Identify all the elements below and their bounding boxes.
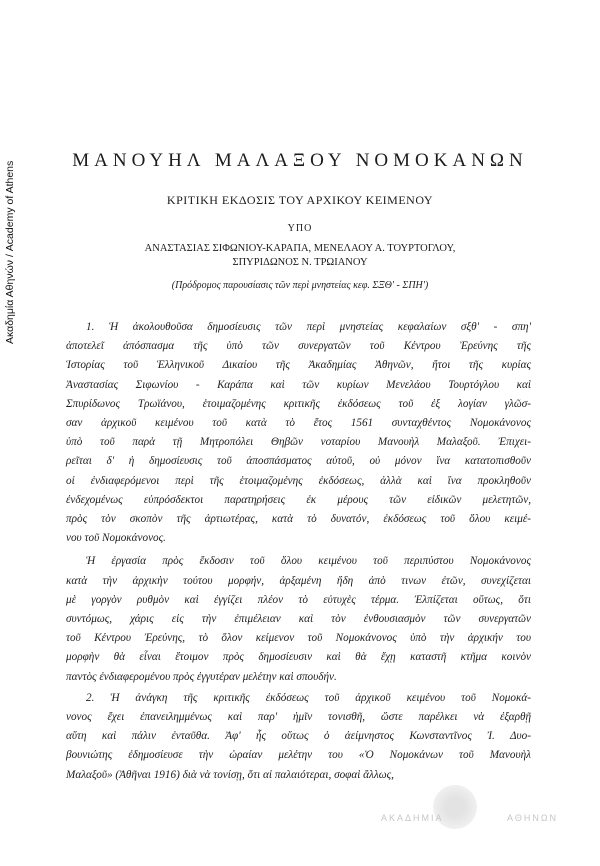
text-line: σαν ἀρχικοῦ κειμένου τοῦ κατὰ τὸ ἔτος 1561 συνταχθέντος Νομοκάνονος bbox=[66, 417, 531, 430]
academy-watermark bbox=[381, 785, 563, 835]
text-line: Ἡ ἐργασία πρὸς ἔκδοσιν τοῦ ὅλου κειμένου τοῦ περιπύστου Νομοκάνονος bbox=[86, 555, 531, 568]
text-line: αὕτη καὶ πάλιν ἐνταῦθα. Ἀφ' ἧς οὕτως ὁ ἀείμνηστος Κωνσταντῖνος Ἰ. Δυο- bbox=[66, 730, 531, 743]
text-line: 1. Ἡ ἀκολουθοῦσα δημοσίευσις τῶν περὶ μνηστείας κεφαλαίων σξθ' - σπη' bbox=[86, 321, 531, 333]
paragraph bbox=[66, 552, 531, 686]
paragraph bbox=[66, 318, 531, 548]
authors-block bbox=[0, 242, 600, 270]
paragraph bbox=[66, 689, 531, 785]
text-line: βουνιώτης ἐδημοσίευσε τὴν ὡραίαν μελέτην του «Ὁ Νομοκάνων τοῦ Μανουὴλ bbox=[66, 749, 531, 762]
watermark-text-1: ΑΚΑΔΗΜΙΑ bbox=[381, 813, 444, 823]
authors-line-1: ΑΝΑΣΤΑΣΙΑΣ ΣΙΦΩΝΙΟΥ-ΚΑΡΑΠΑ, ΜΕΝΕΛΑΟΥ Α. ΤΟΥΡΤΟΓΛΟΥ, bbox=[144, 243, 456, 254]
by-label: ΥΠΟ bbox=[287, 223, 313, 234]
text-line: πρὸς τὸν σκοπὸν τῆς ἀρτιωτέρας, κατὰ τὸ δυνατόν, ἐκδόσεως τοῦ ὅλου κειμέ- bbox=[66, 513, 531, 526]
text-line: Ἀναστασίας Σιφωνίου - Καράπα καὶ τῶν κυρίων Μενελάου Τουρτόγλου καὶ bbox=[66, 378, 531, 391]
text-line: Μαλαξοῦ» (Ἀθῆναι 1916) διὰ νὰ τονίσῃ, ὅτι αἱ παλαιότεραι, σοφαὶ ἄλλως, bbox=[66, 768, 394, 781]
text-line: ὑπὸ τοῦ παρὰ τῇ Μητροπόλει Θηβῶν νοταρίου Μανουὴλ Μαλαξοῦ. Ἐπιχει- bbox=[66, 436, 531, 449]
text-line: παντὸς ἐνδιαφερομένου πρὸς ἐγγυτέραν μελέτην καὶ σπουδήν. bbox=[66, 670, 337, 683]
text-line: τοῦ Κέντρου Ἐρεύνης, τὸ ὅλον κείμενον τοῦ Νομοκάνονος ὑπὸ τὴν ἀρχικήν του bbox=[66, 632, 531, 645]
text-line: νου τοῦ Νομοκάνονος. bbox=[66, 532, 166, 545]
text-line: κατὰ τὴν ἀρχικὴν τούτου μορφήν, ἀρξαμένη ἤδη ἀπὸ τινων ἐτῶν, συνεχίζεται bbox=[66, 574, 531, 587]
text-line: ρεῖται δ' ἡ δημοσίευσις τοῦ ἀποσπάσματος αὐτοῦ, οὐ μόνον ἵνα κατατοπισθοῦν bbox=[66, 455, 531, 468]
text-line: Ἱστορίας τοῦ Ἑλληνικοῦ Δικαίου τῆς Ἀκαδημίας Ἀθηνῶν, ἤτοι τῆς κυρίας bbox=[66, 359, 531, 372]
text-line: νονος ἔχει ἐπανειλημμένως καὶ παρ' ἡμῖν τονισθῆ, ὥστε παρέλκει νὰ ἐξαρθῇ bbox=[66, 711, 531, 724]
text-line: 2. Ἡ ἀνάγκη τῆς κριτικῆς ἐκδόσεως τοῦ ἀρχικοῦ κειμένου τοῦ Νομοκά- bbox=[86, 691, 531, 704]
text-line: μὲ γοργὸν ρυθμὸν καὶ ἐγγίζει πλέον τὸ εὐτυχὲς τέρμα. Ἐλπίζεται οὕτως, ὅτι bbox=[66, 593, 531, 606]
text-line: ἐνδεχομένως εὐπρόσδεκτοι παρατηρήσεις ἐκ μέρους τῶν εἰδικῶν μελετητῶν, bbox=[66, 493, 531, 506]
body-text bbox=[66, 318, 531, 785]
document-title: ΜΑΝΟΥΗΛ ΜΑΛΑΞΟΥ ΝΟΜΟΚΑΝΩΝ bbox=[72, 150, 528, 171]
watermark-text-2: ΑΘΗΝΩΝ bbox=[507, 813, 559, 823]
text-line: Σπυρίδωνος Τρωϊάνου, ἑτοιμαζομένης κριτικῆς ἐκδόσεως τοῦ ἐξ λογίαν γλῶσ- bbox=[66, 397, 531, 410]
text-line: ἀποτελεῖ ἀπόσπασμα τῆς ὑπὸ τῶν συνεργατῶν τοῦ Κέντρου Ἐρεύνης τῆς bbox=[66, 340, 531, 353]
document-subtitle: ΚΡΙΤΙΚΗ ΕΚΔΟΣΙΣ ΤΟΥ ΑΡΧΙΚΟΥ ΚΕΙΜΕΝΟΥ bbox=[166, 193, 434, 207]
archive-side-label: Ακαδημία Αθηνών / Academy of Athens bbox=[4, 160, 16, 344]
text-line: μορφὴν θὰ εἶναι ἕτοιμον πρὸς δημοσίευσιν καὶ θὰ ἔχῃ καταστῆ κτῆμα κοινὸν bbox=[66, 651, 531, 664]
authors-line-2: ΣΠΥΡΙΔΩΝΟΣ Ν. ΤΡΩΙΑΝΟΥ bbox=[232, 257, 368, 268]
text-line: οἱ ἐνδιαφερόμενοι περὶ τῆς ἑτοιμαζομένης ἐκδόσεως, ἀλλὰ καὶ ἵνα προκληθοῦν bbox=[66, 474, 531, 487]
preliminary-note: (Πρόδρομος παρουσίασις τῶν περὶ μνηστείας κεφ. ΣΞΘ' - ΣΠΗ') bbox=[171, 280, 429, 291]
text-line: συντόμως, χάρις εἰς τὴν ἐπιμέλειαν καὶ τὸν ἐνθουσιασμὸν τῶν συνεργατῶν bbox=[66, 613, 531, 626]
